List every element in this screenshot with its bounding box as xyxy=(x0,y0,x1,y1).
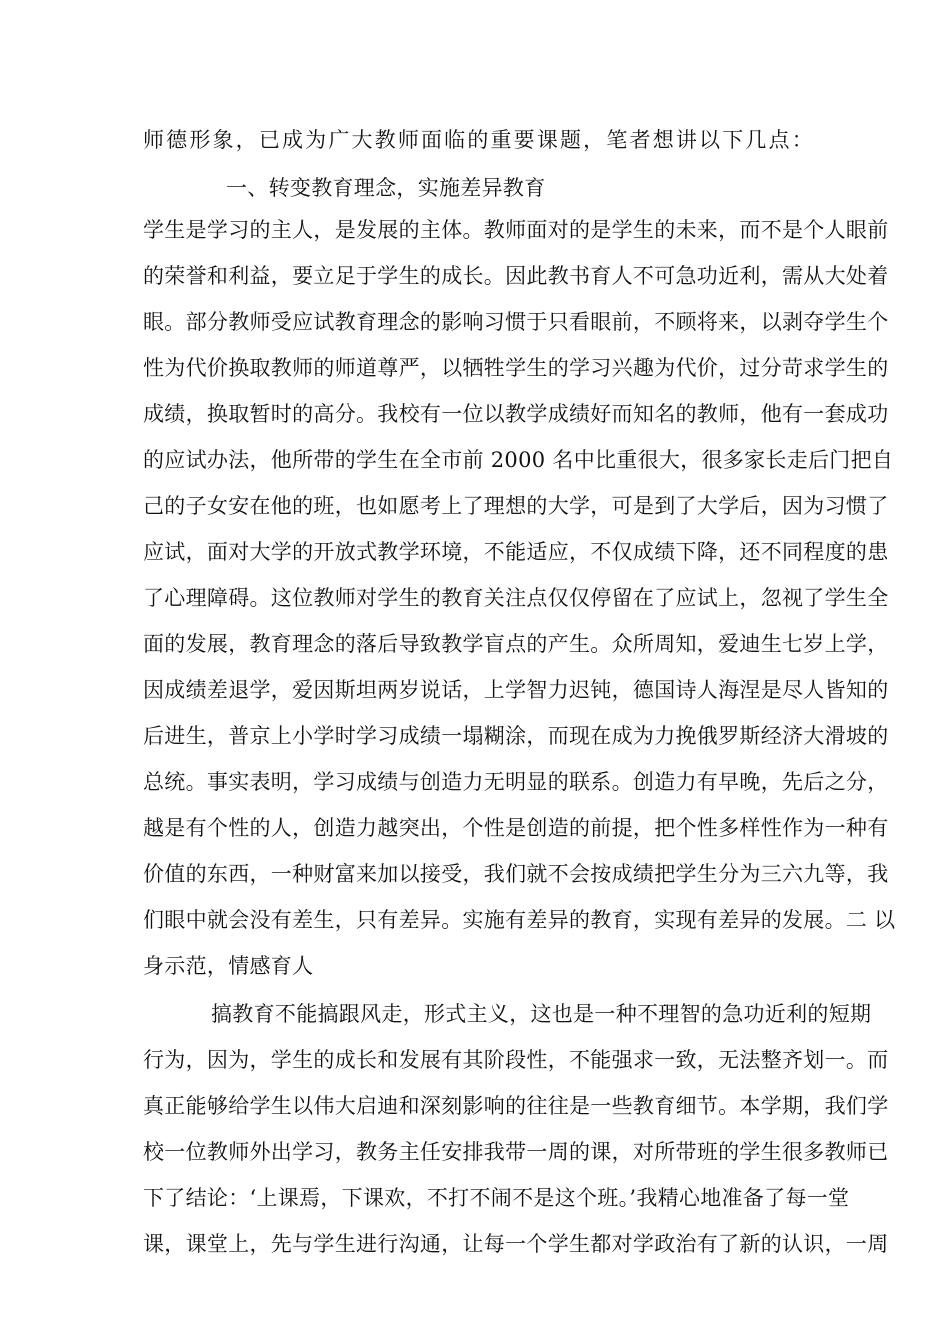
paragraph-line: 的应试办法，他所带的学生在全市前 2000 名中比重很大，很多家长走后门把自 xyxy=(143,448,894,472)
paragraph-line: 越是有个性的人，创造力越突出，个性是创造的前提，把个性多样性作为一种有 xyxy=(143,816,889,840)
paragraph-line: 价值的东西，一种财富来加以接受，我们就不会按成绩把学生分为三六九等，我 xyxy=(143,862,889,886)
paragraph-line: 眼。部分教师受应试教育理念的影响习惯于只看眼前，不顾将来，以剥夺学生个 xyxy=(143,310,889,334)
paragraph-line: 行为，因为，学生的成长和发展有其阶段性，不能强求一致，无法整齐划一。而 xyxy=(143,1048,889,1072)
paragraph-line: 学生是学习的主人，是发展的主体。教师面对的是学生的未来，而不是个人眼前 xyxy=(143,218,889,242)
paragraph-line: 成绩，换取暂时的高分。我校有一位以教学成绩好而知名的教师，他有一套成功 xyxy=(143,402,889,426)
paragraph-line: 搞教育不能搞跟风走，形式主义，这也是一种不理智的急功近利的短期 xyxy=(211,1002,872,1026)
paragraph-line: 们眼中就会没有差生，只有差异。实施有差异的教育，实现有差异的发展。二 以 xyxy=(143,908,896,932)
paragraph-line: 应试，面对大学的开放式教学环境，不能适应，不仅成绩下降，还不同程度的患 xyxy=(143,540,889,564)
paragraph-line: 了心理障碍。这位教师对学生的教育关注点仅仅停留在了应试上，忽视了学生全 xyxy=(143,586,889,610)
paragraph-line: 因成绩差退学，爱因斯坦两岁说话，上学智力迟钝，德国诗人海涅是尽人皆知的 xyxy=(143,678,889,702)
paragraph-line: 总统。事实表明，学习成绩与创造力无明显的联系。创造力有早晚，先后之分， xyxy=(143,770,889,794)
paragraph-line: 面的发展，教育理念的落后导致教学盲点的产生。众所周知，爱迪生七岁上学， xyxy=(143,632,889,656)
paragraph-line: 真正能够给学生以伟大启迪和深刻影响的往往是一些教育细节。本学期，我们学 xyxy=(143,1094,889,1118)
paragraph-line: 后进生，普京上小学时学习成绩一塌糊涂，而现在成为力挽俄罗斯经济大滑坡的 xyxy=(143,724,889,748)
paragraph-line: 身示范，情感育人 xyxy=(143,954,314,978)
paragraph-line: 下了结论：‘上课焉，下课欢，不打不闹不是这个班。’我精心地准备了每一堂 xyxy=(143,1186,850,1210)
intro-line: 师德形象，已成为广大教师面临的重要课题，笔者想讲以下几点： xyxy=(143,128,813,152)
paragraph-line: 性为代价换取教师的师道尊严，以牺牲学生的学习兴趣为代价，过分苛求学生的 xyxy=(143,356,889,380)
paragraph-line: 的荣誉和利益，要立足于学生的成长。因此教书育人不可急功近利，需从大处着 xyxy=(143,264,889,288)
paragraph-line: 校一位教师外出学习，教务主任安排我带一周的课，对所带班的学生很多教师已 xyxy=(143,1140,889,1164)
section-heading: 一、转变教育理念，实施差异教育 xyxy=(226,176,546,200)
paragraph-line: 课，课堂上，先与学生进行沟通，让每一个学生都对学政治有了新的认识，一周 xyxy=(143,1232,889,1256)
paragraph-line: 己的子女安在他的班，也如愿考上了理想的大学，可是到了大学后，因为习惯了 xyxy=(143,494,889,518)
